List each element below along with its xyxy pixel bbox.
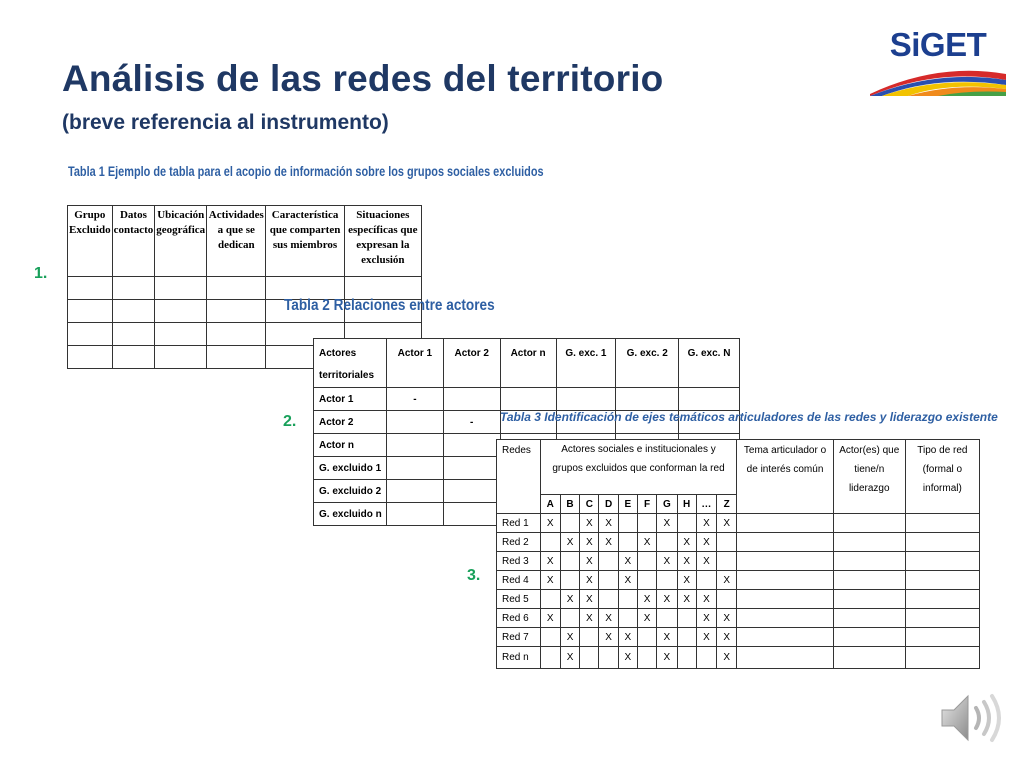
table2-row-header: G. excluido 1 bbox=[314, 457, 387, 480]
table3-cell: X bbox=[540, 552, 560, 571]
table3-cell bbox=[677, 647, 696, 669]
table3-header-actor: Actor(es) que tiene/n liderazgo bbox=[833, 440, 905, 514]
table3-cell bbox=[560, 571, 579, 590]
table3-empty-cell bbox=[833, 533, 905, 552]
table3-cell bbox=[580, 647, 599, 669]
table3-empty-cell bbox=[905, 609, 979, 628]
marker-1: 1. bbox=[34, 265, 48, 282]
table3-cell: X bbox=[580, 609, 599, 628]
logo-stripes bbox=[868, 22, 1008, 96]
table-row bbox=[314, 388, 740, 411]
logo-text: SiGET bbox=[889, 26, 987, 63]
table3-cell: X bbox=[540, 514, 560, 533]
table3-empty-cell bbox=[737, 628, 833, 647]
table3-cell: X bbox=[717, 628, 737, 647]
table3-row-header: Red 3 bbox=[497, 552, 541, 571]
table3-cell bbox=[618, 609, 637, 628]
table-row bbox=[497, 647, 980, 669]
table3-cell bbox=[540, 533, 560, 552]
table3-empty-cell bbox=[833, 514, 905, 533]
table3-cell: X bbox=[657, 552, 677, 571]
slide-title: Análisis de las redes del territorio bbox=[62, 58, 664, 99]
table-row bbox=[497, 552, 980, 571]
table3-cell bbox=[657, 609, 677, 628]
table3-row-header: Red 1 bbox=[497, 514, 541, 533]
table3-cell: X bbox=[540, 609, 560, 628]
table2-header-cell: Actor 1 bbox=[386, 339, 443, 388]
table3-header-actores: Actores sociales e institucionales y grupos excluidos que conforman la red bbox=[540, 440, 737, 495]
table3-cell: X bbox=[637, 533, 656, 552]
table3-header-row bbox=[497, 440, 980, 495]
table1-header-cell: Situaciones específicas que expresan la exclusión bbox=[344, 206, 421, 277]
table-row bbox=[497, 571, 980, 590]
table1-header-cell: Datos contacto bbox=[112, 206, 155, 277]
table3-cell bbox=[540, 590, 560, 609]
table3-letter-cell: Z bbox=[717, 495, 737, 514]
table2-header-cell: G. exc. 2 bbox=[616, 339, 679, 388]
table-row bbox=[497, 514, 980, 533]
table3-cell: X bbox=[580, 552, 599, 571]
table3-cell: X bbox=[657, 628, 677, 647]
table3-letter-cell: A bbox=[540, 495, 560, 514]
table3-empty-cell bbox=[833, 552, 905, 571]
table1-header-cell: Grupo Excluido bbox=[68, 206, 113, 277]
table3-cell: X bbox=[677, 533, 696, 552]
table3-cell: X bbox=[677, 590, 696, 609]
table3-cell: X bbox=[560, 590, 579, 609]
table-row bbox=[497, 533, 980, 552]
table3-cell: X bbox=[618, 552, 637, 571]
table3-cell: X bbox=[657, 590, 677, 609]
table3-letter-cell: H bbox=[677, 495, 696, 514]
table3-cell bbox=[618, 514, 637, 533]
table3-cell bbox=[560, 552, 579, 571]
table2-row-header: G. excluido n bbox=[314, 503, 387, 526]
table2-header-cell: Actor 2 bbox=[443, 339, 500, 388]
table3-cell: X bbox=[618, 628, 637, 647]
table3-empty-cell bbox=[833, 647, 905, 669]
table3-cell: X bbox=[618, 571, 637, 590]
table3-header-redes: Redes bbox=[497, 440, 541, 514]
table3-cell: X bbox=[696, 609, 716, 628]
table2-row-header: Actor 2 bbox=[314, 411, 387, 434]
table2-header-cell: G. exc. 1 bbox=[556, 339, 616, 388]
table3-cell bbox=[560, 514, 579, 533]
table3-empty-cell bbox=[737, 552, 833, 571]
table3-letter-cell: E bbox=[618, 495, 637, 514]
table3-cell bbox=[717, 590, 737, 609]
table3-cell: X bbox=[637, 609, 656, 628]
table3-empty-cell bbox=[905, 552, 979, 571]
table3-empty-cell bbox=[833, 628, 905, 647]
table3-letter-cell: B bbox=[560, 495, 579, 514]
slide-subtitle: (breve referencia al instrumento) bbox=[62, 111, 389, 134]
table3-cell: X bbox=[717, 571, 737, 590]
table3-cell bbox=[717, 533, 737, 552]
table3-cell: X bbox=[696, 628, 716, 647]
table3-cell bbox=[560, 609, 579, 628]
table3-empty-cell bbox=[737, 590, 833, 609]
table3-cell bbox=[696, 571, 716, 590]
table2-row-header: G. excluido 2 bbox=[314, 480, 387, 503]
table3-cell: X bbox=[560, 533, 579, 552]
table3-cell: X bbox=[618, 647, 637, 669]
table3-row-header: Red n bbox=[497, 647, 541, 669]
table3-caption: Tabla 3 Identificación de ejes temáticos articuladores de las redes y liderazgo existente bbox=[500, 410, 998, 424]
table3-cell bbox=[677, 628, 696, 647]
table3-empty-cell bbox=[905, 628, 979, 647]
table3-cell: X bbox=[540, 571, 560, 590]
table3-cell: X bbox=[696, 590, 716, 609]
siget-logo bbox=[868, 22, 1008, 96]
table2-header-cell: G. exc. N bbox=[679, 339, 740, 388]
table3-empty-cell bbox=[737, 647, 833, 669]
table3-letter-cell: D bbox=[599, 495, 618, 514]
table3-cell: X bbox=[657, 647, 677, 669]
table3-cell bbox=[580, 628, 599, 647]
table3-cell: X bbox=[657, 514, 677, 533]
table3-cell bbox=[599, 590, 618, 609]
table3-cell bbox=[599, 571, 618, 590]
table3-cell bbox=[540, 628, 560, 647]
table3-row-header: Red 7 bbox=[497, 628, 541, 647]
table3-cell bbox=[637, 552, 656, 571]
table1-header-row bbox=[68, 206, 422, 277]
marker-2: 2. bbox=[283, 413, 297, 430]
table3-row-header: Red 5 bbox=[497, 590, 541, 609]
table3-cell: X bbox=[580, 590, 599, 609]
table3-cell bbox=[618, 533, 637, 552]
table3-cell: X bbox=[677, 571, 696, 590]
table3-cell: X bbox=[696, 514, 716, 533]
table3-cell bbox=[677, 609, 696, 628]
table3-letter-cell: F bbox=[637, 495, 656, 514]
table3-cell: X bbox=[717, 609, 737, 628]
table2-header-cell: Actor n bbox=[500, 339, 556, 388]
table3-cell bbox=[696, 647, 716, 669]
table3-letter-cell: C bbox=[580, 495, 599, 514]
table3-cell bbox=[540, 647, 560, 669]
table2-caption: Tabla 2 Relaciones entre actores bbox=[284, 297, 495, 314]
table3-cell: X bbox=[717, 647, 737, 669]
table3-row-header: Red 2 bbox=[497, 533, 541, 552]
table3-cell: X bbox=[599, 514, 618, 533]
table3-cell: X bbox=[696, 533, 716, 552]
table3-cell bbox=[637, 647, 656, 669]
table-row bbox=[497, 609, 980, 628]
speaker-icon[interactable] bbox=[938, 688, 1004, 748]
table-row bbox=[497, 590, 980, 609]
table3 bbox=[496, 439, 980, 669]
table3-empty-cell bbox=[905, 533, 979, 552]
table3-cell bbox=[637, 514, 656, 533]
table3-empty-cell bbox=[905, 514, 979, 533]
marker-3: 3. bbox=[467, 567, 481, 584]
table3-cell bbox=[657, 533, 677, 552]
table3-cell: X bbox=[696, 552, 716, 571]
table3-empty-cell bbox=[905, 647, 979, 669]
table3-cell: X bbox=[560, 628, 579, 647]
table3-cell bbox=[599, 552, 618, 571]
table2-header-row bbox=[314, 339, 740, 388]
table3-cell: X bbox=[580, 571, 599, 590]
table3-empty-cell bbox=[833, 590, 905, 609]
table2-row-header: Actor n bbox=[314, 434, 387, 457]
table1-caption: Tabla 1 Ejemplo de tabla para el acopio de información sobre los grupos sociales excluidos bbox=[68, 163, 544, 179]
table1-header-cell: Actividades a que se dedican bbox=[207, 206, 266, 277]
table3-header-tipo: Tipo de red (formal o informal) bbox=[905, 440, 979, 514]
table3-header-tema: Tema articulador o de interés común bbox=[737, 440, 833, 514]
table3-cell: X bbox=[599, 628, 618, 647]
table3-cell: X bbox=[677, 552, 696, 571]
table3-cell bbox=[657, 571, 677, 590]
table3-cell: X bbox=[637, 590, 656, 609]
table1-header-cell: Característica que comparten sus miembros bbox=[266, 206, 344, 277]
table3-row-header: Red 6 bbox=[497, 609, 541, 628]
table2-dash: - bbox=[443, 411, 500, 434]
table2-corner: Actores territoriales bbox=[314, 339, 387, 388]
table3-cell bbox=[599, 647, 618, 669]
table3-cell bbox=[717, 552, 737, 571]
table3-cell bbox=[637, 571, 656, 590]
table3-cell: X bbox=[560, 647, 579, 669]
table3-empty-cell bbox=[737, 514, 833, 533]
table3-cell: X bbox=[599, 609, 618, 628]
table3-empty-cell bbox=[833, 609, 905, 628]
table3-letter-cell: G bbox=[657, 495, 677, 514]
table3-cell bbox=[677, 514, 696, 533]
table1-header-cell: Ubicación geográfica bbox=[155, 206, 207, 277]
table3-empty-cell bbox=[833, 571, 905, 590]
table3-empty-cell bbox=[737, 571, 833, 590]
table3-cell: X bbox=[580, 533, 599, 552]
table2-dash: - bbox=[386, 388, 443, 411]
table3-cell bbox=[618, 590, 637, 609]
table3-empty-cell bbox=[905, 590, 979, 609]
table3-cell: X bbox=[599, 533, 618, 552]
table3-empty-cell bbox=[905, 571, 979, 590]
table3-empty-cell bbox=[737, 533, 833, 552]
table3-cell: X bbox=[717, 514, 737, 533]
table3-cell bbox=[637, 628, 656, 647]
table-row bbox=[497, 628, 980, 647]
table2-row-header: Actor 1 bbox=[314, 388, 387, 411]
table3-row-header: Red 4 bbox=[497, 571, 541, 590]
table3-cell: X bbox=[580, 514, 599, 533]
table3-empty-cell bbox=[737, 609, 833, 628]
table3-letter-cell: … bbox=[696, 495, 716, 514]
